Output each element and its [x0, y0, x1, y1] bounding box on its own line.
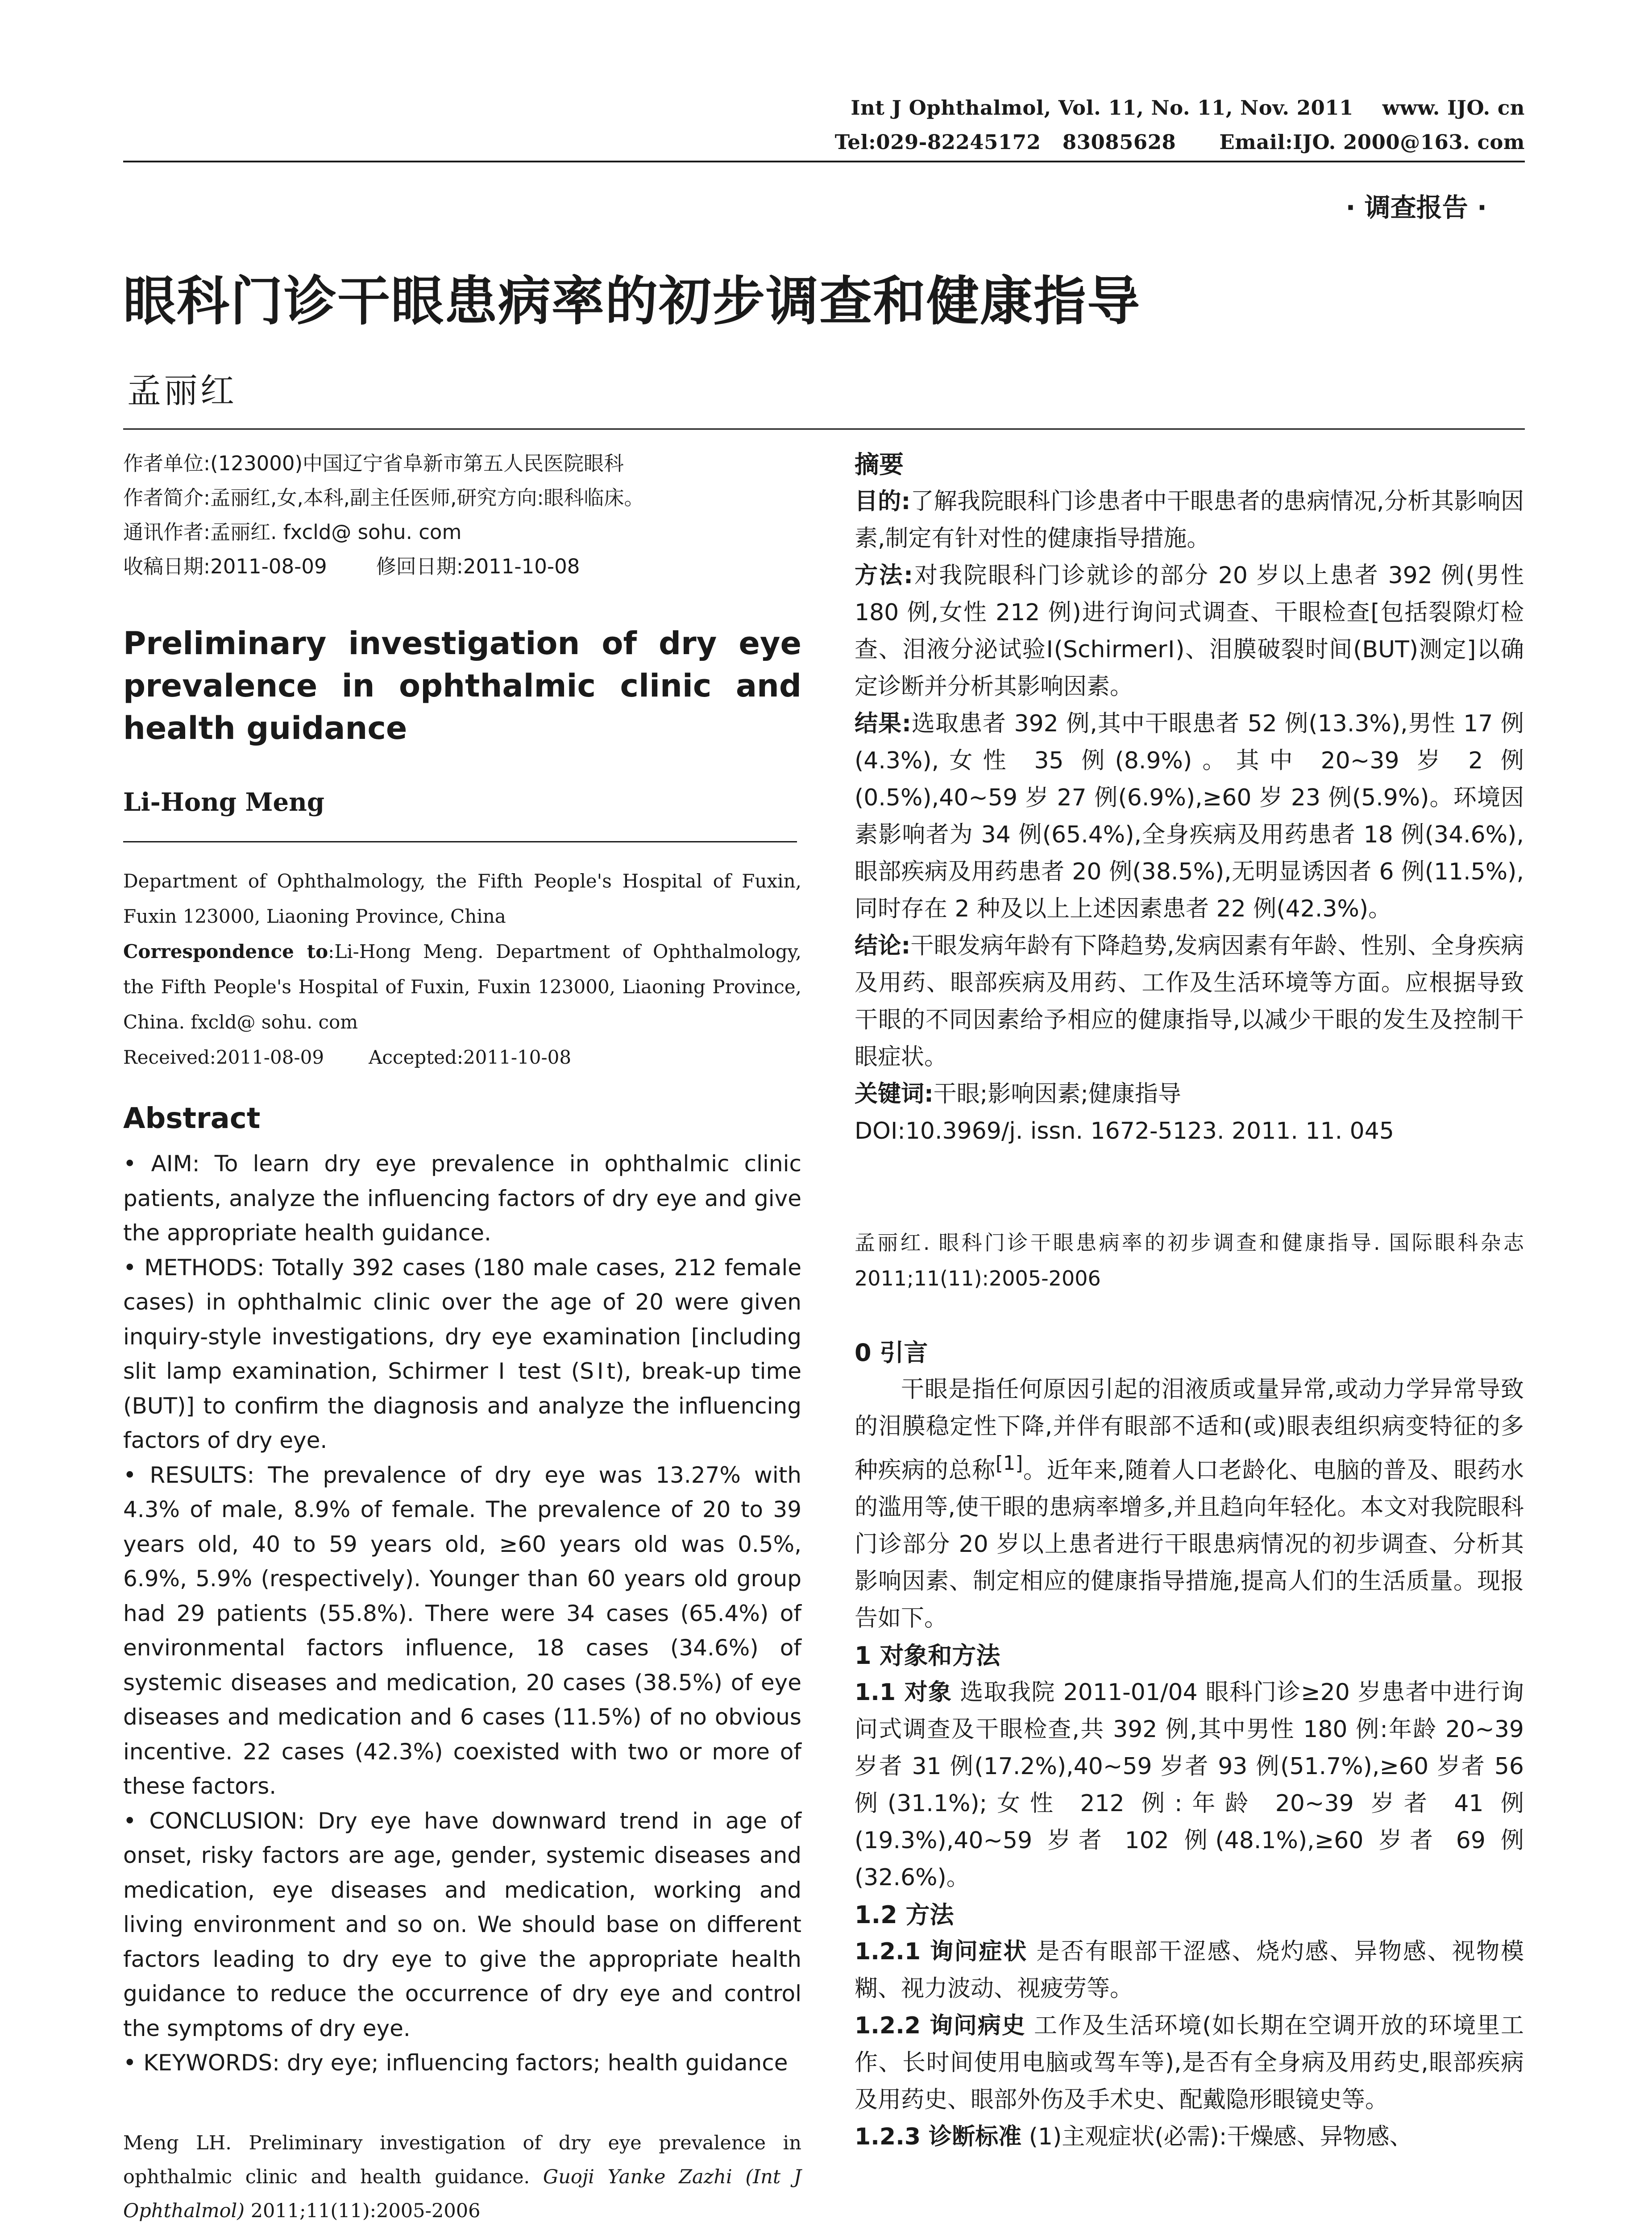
revised-date: 修回日期:2011-10-08 [376, 555, 580, 578]
department: Department of Ophthalmology, the Fifth People's Hospital of Fuxin, Fuxin 123000, Liaoning Province, China [123, 870, 801, 927]
abstract-zh-heading: 摘要 [855, 450, 904, 479]
zh-results-text: 选取患者 392 例,其中干眼患者 52 例(13.3%),男性 17 例(4.3%),女性 35 例(8.9%)。其中 20~39 岁 2 例(0.5%),40~59 岁 27 例(6.9%),≥60 岁 23 例(5.9%)。环境因素影响者为 34 例(65.4%),全身疾病及用药患者 18 例(34.6%),眼部疾病及用药患者 20 例(38.5%),无明显诱因者 6 例(11.5%),同时存在 2 种及以上上述因素患者 22 例(42.3%)。 [855, 710, 1524, 922]
section-1-2-1-text: 是否有眼部干涩感、烧灼感、异物感、视物模糊、视力波动、视疲劳等。 [855, 1938, 1524, 2003]
title-chinese: 眼科门诊干眼患病率的初步调查和健康指导 [123, 270, 1141, 332]
correspondence-label: Correspondence to [123, 941, 328, 962]
body-text [855, 1334, 1524, 2156]
column-tag: · 调查报告 · [1345, 192, 1487, 223]
abstract-keywords: • KEYWORDS: dry eye; influencing factors; health guidance [123, 2050, 788, 2076]
author-unit: 作者单位:(123000)中国辽宁省阜新市第五人民医院眼科 [123, 452, 624, 475]
title-english: Preliminary investigation of dry eye prevalence in ophthalmic clinic and health guidance [123, 625, 801, 746]
zh-keywords [855, 1076, 1524, 1113]
zh-keywords-label: 关键词: [855, 1081, 934, 1107]
intro-paragraph [855, 1371, 1524, 1637]
citation-journal: Guoji Yanke Zazhi (Int J Ophthalmol) [123, 2166, 802, 2222]
zh-conclusion-text: 干眼发病年龄有下降趋势,发病因素有年龄、性别、全身疾病及用药、眼部疾病及用药、工作及生活环境等方面。应根据导致干眼的不同因素给予相应的健康指导,以减少干眼的发生及控制干眼症状。 [855, 933, 1524, 1070]
section-1-2-3-text: (1)主观症状(必需):干燥感、异物感、 [1029, 2123, 1413, 2151]
section1-heading: 1 对象和方法 [855, 1642, 1000, 1670]
intro-text: 干眼是指任何原因引起的泪液质或量异常,或动力学异常导致的泪膜稳定性下降,并伴有眼部不适和(或)眼表组织病变特征的多种疾病的总称 [855, 1376, 1524, 1484]
abstract-heading: Abstract [123, 1102, 261, 1135]
correspondence-text: :Li-Hong Meng. Department of Ophthalmology, the Fifth People's Hospital of Fuxin, Fuxin 123000, Liaoning Province, China. fxcld@ sohu. com [123, 941, 801, 1033]
intro-heading: 0 引言 [855, 1339, 928, 1367]
section-1-2-3-label: 1.2.3 诊断标准 [855, 2123, 1022, 2151]
received-date: 收稿日期:2011-08-09 [123, 555, 327, 578]
section-1-2-1-label: 1.2.1 询问症状 [855, 1938, 1028, 1966]
abstract-results: • RESULTS: The prevalence of dry eye was 13.27% with 4.3% of male, 8.9% of female. The prevalence of 20 to 39 years old, 40 to 59 years old, ≥60 years old was 0.5%, 6.9%, 5.9% (respectively). Younger than 60 years old group had 29 patients (55.8%). There were 34 cases (65.4%) of environmental factors influence, 18 cases (34.6%) of systemic diseases and medication, 20 cases (38.5%) of eye diseases and medication and 6 cases (11.5%) of no obvious incentive. 22 cases (42.3%) coexisted with two or more of these factors. [123, 1462, 801, 1799]
zh-objective [855, 483, 1524, 557]
abstract-methods: • METHODS: Totally 392 cases (180 male cases, 212 female cases) in ophthalmic clinic over the age of 20 were given inquiry-style investigations, dry eye examination [including slit lamp examination, Schirmer Ⅰ test (SⅠt), break-up time (BUT)] to confirm the diagnosis and analyze the influencing factors of dry eye. [123, 1254, 801, 1453]
author-bio: 作者简介:孟丽红,女,本科,副主任医师,研究方向:眼科临床。 [123, 486, 644, 510]
section-1-2-2 [855, 2007, 1524, 2119]
zh-methods [855, 557, 1524, 705]
journal-header-line2: Tel:029-82245172 83085628 Email:IJO. 2000@163. com [834, 130, 1525, 154]
citation-chinese: 孟丽红. 眼科门诊干眼患病率的初步调查和健康指导. 国际眼科杂志 2011;11(11):2005-2006 [855, 1231, 1524, 1290]
citation-text: Meng LH. Preliminary investigation of dry eye prevalence in ophthalmic clinic and health guidance. [123, 2132, 801, 2188]
citation-english [123, 2126, 801, 2228]
section-1-2-2-label: 1.2.2 询问病史 [855, 2012, 1026, 2040]
received-accepted-row [123, 1040, 801, 1075]
author-english: Li-Hong Meng [123, 788, 325, 817]
section-1-2-1 [855, 1933, 1524, 2007]
affiliation-rule [123, 841, 797, 842]
author-chinese: 孟丽红 [127, 371, 237, 411]
dates-row [123, 549, 801, 584]
zh-objective-label: 目的: [855, 488, 911, 515]
section-1-2-heading: 1.2 方法 [855, 1901, 954, 1929]
abstract-aim: • AIM: To learn dry eye prevalence in ophthalmic clinic patients, analyze the influencing factors of dry eye and give the appropriate health guidance. [123, 1151, 801, 1246]
section-1-2-3 [855, 2119, 1524, 2156]
title-rule [123, 428, 1525, 430]
section-1-1-text: 选取我院 2011-01/04 眼科门诊≥20 岁患者中进行询问式调查及干眼检查,共 392 例,其中男性 180 例:年龄 20~39 岁者 31 例(17.2%),40~59 岁者 93 例(51.7%),≥60 岁者 56 例(31.1%);女性 212 例:年龄 20~39 岁者 41 例(19.3%),40~59 岁者 102 例(48.1%),≥60 岁者 69 例(32.6%)。 [855, 1679, 1524, 1891]
abstract-conclusion: • CONCLUSION: Dry eye have downward trend in age of onset, risky factors are age, gender, systemic diseases and medication, eye diseases and medication, working and living environment and so on. We should base on different factors leading to dry eye to give the appropriate health guidance to reduce the occurrence of dry eye and control the symptoms of dry eye. [123, 1808, 801, 2041]
section-1-1 [855, 1674, 1524, 1896]
zh-results-label: 结果: [855, 710, 911, 737]
section-1-2-2-text: 工作及生活环境(如长期在空调开放的环境里工作、长时间使用电脑或驾车等),是否有全身病及用药史,眼部疾病及用药史、眼部外伤及手术史、配戴隐形眼镜史等。 [855, 2012, 1524, 2114]
affiliation-english [123, 863, 801, 1075]
correspondence [123, 934, 801, 1040]
abstract-chinese [855, 446, 1524, 1150]
abstract-english [123, 1147, 801, 2081]
corresponding-author: 通讯作者:孟丽红. fxcld@ sohu. com [123, 520, 462, 544]
citation-ref: 2011;11(11):2005-2006 [250, 2200, 481, 2222]
journal-header-line1: Int J Ophthalmol, Vol. 11, No. 11, Nov. 2011 www. IJO. cn [851, 96, 1525, 120]
header-rule [123, 161, 1525, 162]
zh-methods-label: 方法: [855, 562, 913, 589]
accepted-en: Accepted:2011-10-08 [369, 1046, 572, 1068]
zh-conclusion [855, 928, 1524, 1076]
received-en: Received:2011-08-09 [123, 1046, 324, 1068]
intro-text-2: 。近年来,随着人口老龄化、电脑的普及、眼药水的滥用等,使干眼的患病率增多,并且趋向年轻化。本文对我院眼科门诊部分 20 岁以上患者进行干眼患病情况的初步调查、分析其影响因素、制定相应的健康指导措施,提高人们的生活质量。现报告如下。 [855, 1457, 1524, 1632]
zh-results [855, 705, 1524, 928]
section-1-1-label: 1.1 对象 [855, 1679, 952, 1706]
zh-keywords-text: 干眼;影响因素;健康指导 [933, 1081, 1181, 1107]
zh-doi: DOI:10.3969/j. issn. 1672-5123. 2011. 11. 045 [855, 1118, 1394, 1145]
zh-methods-text: 对我院眼科门诊就诊的部分 20 岁以上患者 392 例(男性 180 例,女性 212 例)进行询问式调查、干眼检查[包括裂隙灯检查、泪液分泌试验Ⅰ(SchirmerⅠ)、泪膜破裂时间(BUT)测定]以确定诊断并分析其影响因素。 [855, 562, 1524, 700]
intro-ref: [1] [995, 1452, 1023, 1475]
zh-objective-text: 了解我院眼科门诊患者中干眼患者的患病情况,分析其影响因素,制定有针对性的健康指导措施。 [855, 488, 1524, 552]
author-meta-chinese [123, 446, 801, 584]
zh-conclusion-label: 结论: [855, 933, 911, 959]
